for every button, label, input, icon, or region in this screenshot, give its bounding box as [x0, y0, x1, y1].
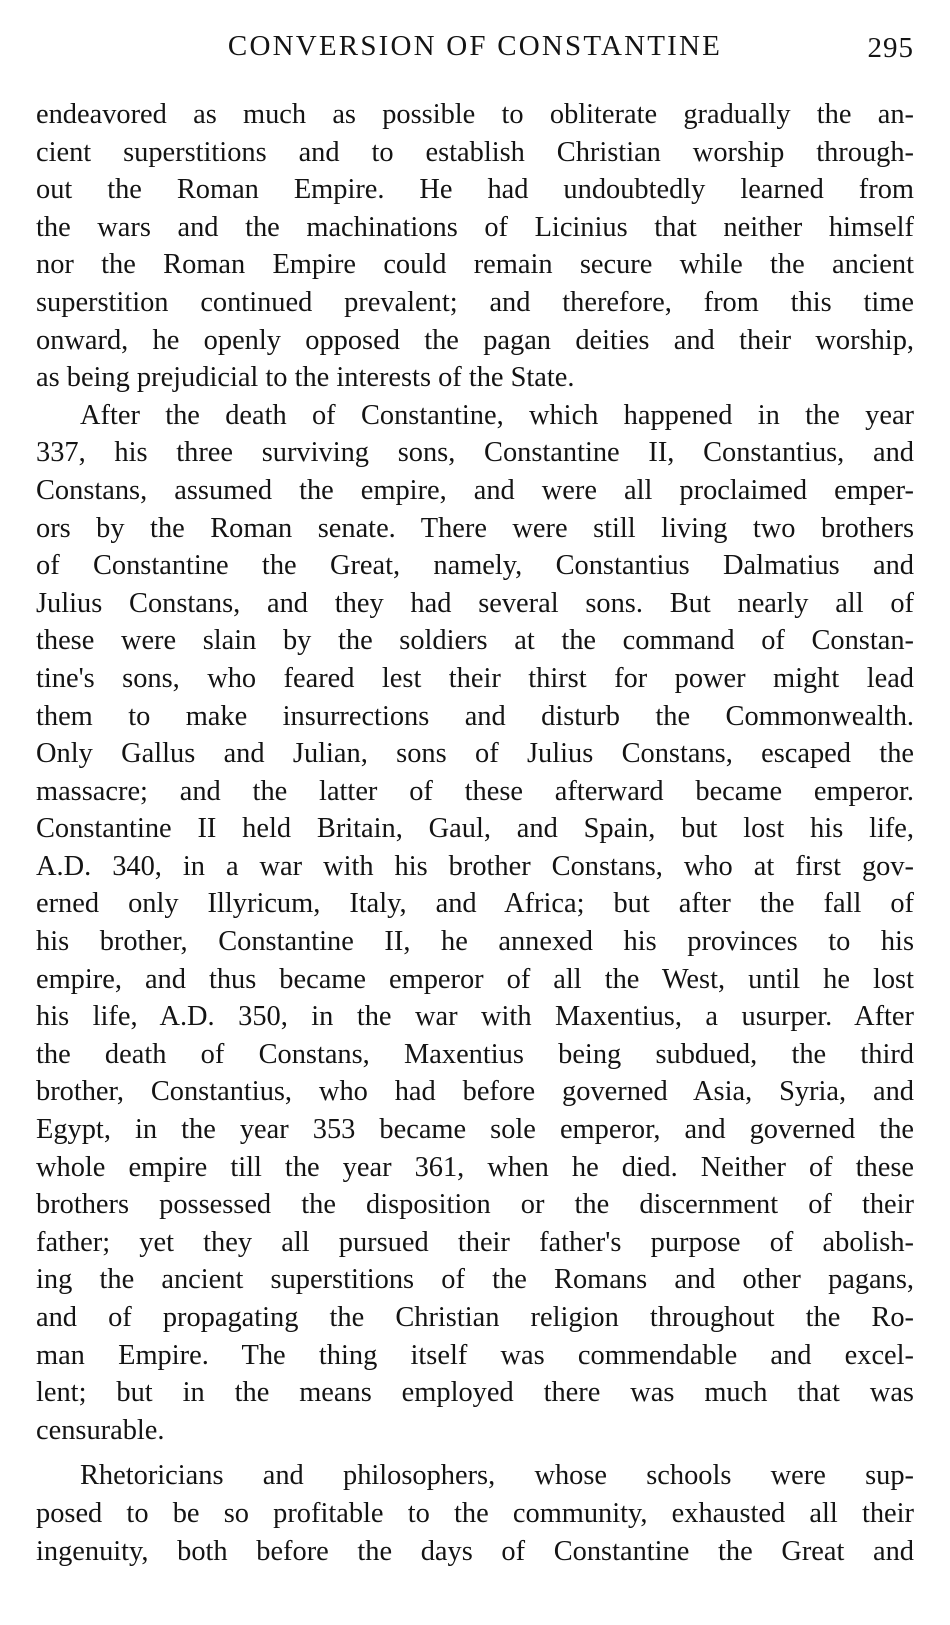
paragraph-gap — [36, 1449, 914, 1457]
text-line: Constans, assumed the empire, and were all proclaimed emper- — [36, 474, 914, 506]
text-line: After the death of Constantine, which happened in the year — [80, 399, 914, 431]
text-line: whole empire till the year 361, when he died. Neither of these — [36, 1151, 914, 1183]
text-line: of Constantine the Great, namely, Constantius Dalmatius and — [36, 550, 914, 582]
text-line: endeavored as much as possible to obliterate gradually the an- — [36, 99, 914, 130]
text-line: Constantine II held Britain, Gaul, and Spain, but lost his life, — [36, 813, 914, 845]
text-line: ingenuity, both before the days of Constantine the Great and — [36, 1535, 914, 1567]
text-line: posed to be so profitable to the community, exhausted all their — [36, 1497, 914, 1529]
text-line: as being prejudicial to the interests of the State. — [36, 362, 575, 394]
text-line: 337, his three surviving sons, Constantine II, Constantius, and — [36, 437, 914, 469]
text-line: brother, Constantius, who had before governed Asia, Syria, and — [36, 1076, 914, 1108]
page-number: 295 — [867, 32, 914, 64]
body-text — [36, 96, 914, 1570]
paragraph — [36, 397, 914, 1450]
text-line: erned only Illyricum, Italy, and Africa; but after the fall of — [36, 888, 914, 920]
text-line: his life, A.D. 350, in the war with Maxentius, a usurper. After — [36, 1001, 914, 1033]
running-title: CONVERSION OF CONSTANTINE — [227, 30, 723, 62]
text-line: out the Roman Empire. He had undoubtedly learned from — [36, 174, 914, 206]
text-line: ing the ancient superstitions of the Romans and other pagans, — [36, 1264, 914, 1296]
text-line: and of propagating the Christian religion throughout the Ro- — [36, 1302, 914, 1333]
text-line: tine's sons, who feared lest their thirst for power might lead — [36, 662, 914, 694]
text-line: onward, he openly opposed the pagan deities and their worship, — [36, 324, 914, 356]
text-line: empire, and thus became emperor of all the West, until he lost — [36, 963, 914, 995]
text-line: superstition continued prevalent; and therefore, from this time — [36, 286, 914, 318]
text-line: them to make insurrections and disturb the Commonwealth. — [36, 700, 914, 732]
text-line: ors by the Roman senate. There were still living two brothers — [36, 512, 914, 544]
text-line: censurable. — [36, 1414, 165, 1446]
paragraph — [36, 1457, 914, 1570]
text-line: lent; but in the means employed there was much that was — [36, 1377, 914, 1409]
text-line: brothers possessed the disposition or the discernment of their — [36, 1189, 914, 1221]
text-line: the wars and the machinations of Licinius that neither himself — [36, 211, 914, 243]
text-line: Only Gallus and Julian, sons of Julius Constans, escaped the — [36, 738, 914, 770]
text-line: Rhetoricians and philosophers, whose schools were sup- — [80, 1460, 914, 1492]
text-line: massacre; and the latter of these afterward became emperor. — [36, 775, 914, 807]
text-line: Egypt, in the year 353 became sole emperor, and governed the — [36, 1114, 914, 1146]
running-header — [36, 28, 914, 72]
text-line: his brother, Constantine II, he annexed his provinces to his — [36, 926, 914, 958]
text-line: Julius Constans, and they had several sons. But nearly all of — [36, 587, 914, 619]
text-line: man Empire. The thing itself was commendable and excel- — [36, 1339, 914, 1371]
paragraph — [36, 96, 914, 397]
text-line: the death of Constans, Maxentius being subdued, the third — [36, 1038, 914, 1070]
text-line: nor the Roman Empire could remain secure while the ancient — [36, 249, 914, 281]
text-line: these were slain by the soldiers at the command of Constan- — [36, 625, 914, 657]
text-line: A.D. 340, in a war with his brother Constans, who at first gov- — [36, 850, 914, 882]
text-line: cient superstitions and to establish Christian worship through- — [36, 136, 914, 168]
text-line: father; yet they all pursued their father's purpose of abolish- — [36, 1226, 914, 1258]
